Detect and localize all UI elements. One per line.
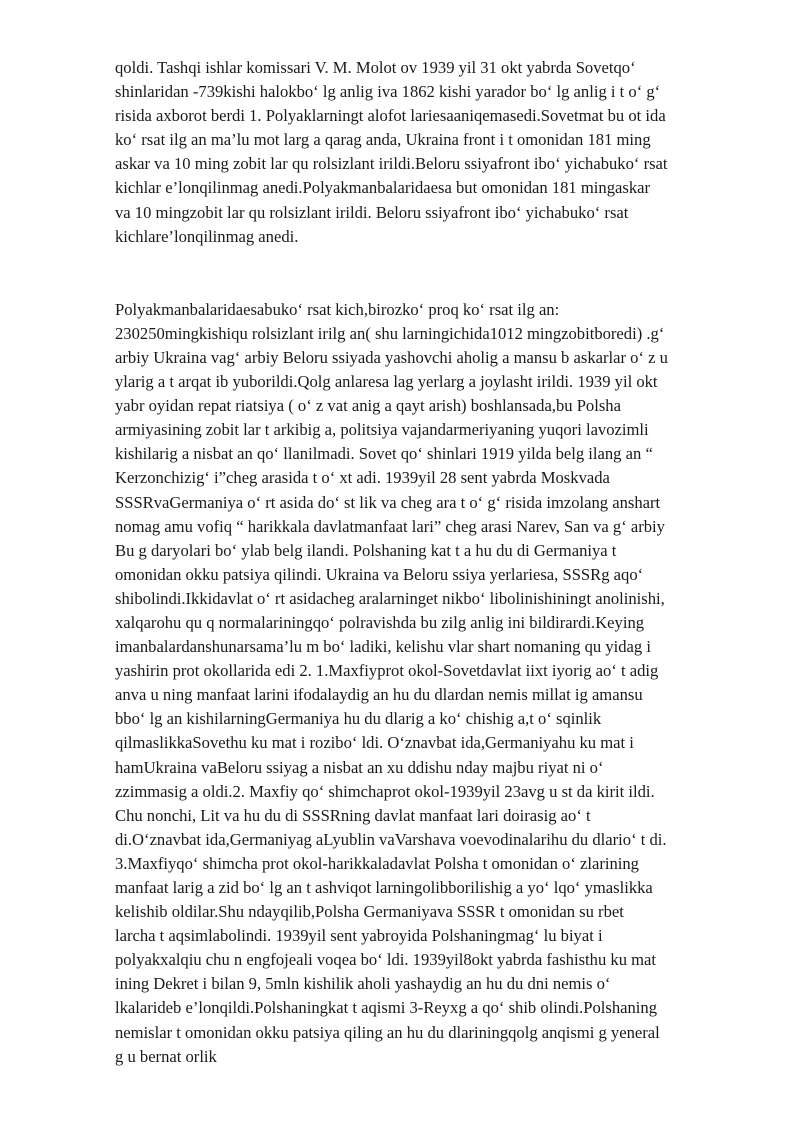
text-line: bbo‘ lg an kishilarningGermaniya hu du dlarig a ko‘ chishig a,t o‘ sqinlik — [115, 709, 602, 729]
text-line: kichlare’lonqilinmag anedi. — [115, 226, 299, 246]
document-page — [115, 56, 755, 1069]
text-line: g u bernat orlik — [115, 1046, 217, 1066]
paragraph-spacer — [115, 249, 755, 298]
text-line: 3.Maxfiyqo‘ shimcha prot okol-harikkaladavlat Polsha t omonidan o‘ zlarining — [115, 853, 639, 873]
text-line: qoldi. Tashqi ishlar komissari V. M. Molot ov 1939 yil 31 okt yabrda Sovetqo‘ — [115, 58, 636, 77]
text-line: kishilarig a nisbat an qo‘ llanilmadi. Sovet qo‘ shinlari 1919 yilda belg ilang an “ — [115, 444, 653, 464]
text-line: hamUkraina vaBeloru ssiyag a nisbat an xu ddishu nday majbu riyat ni o‘ — [115, 757, 604, 777]
text-line: SSSRvaGermaniya o‘ rt asida do‘ st lik va cheg ara t o‘ g‘ risida imzolang anshart — [115, 492, 661, 512]
text-line: askar va 10 ming zobit lar qu rolsizlant irildi.Beloru ssiyafront ibo‘ yichabuko‘ rsat — [115, 154, 668, 174]
text-line: ining Dekret i bilan 9, 5mln kishilik aholi yashaydig an hu du dni nemis o‘ — [115, 974, 611, 994]
text-line: Bu g daryolari bo‘ ylab belg ilandi. Polshaning kat t a hu du di Germaniya t — [115, 540, 617, 560]
text-line: Kerzonchizig‘ i”cheg arasida t o‘ xt adi. 1939yil 28 sent yabrda Moskvada — [115, 468, 610, 488]
text-line: kelishib oldilar.Shu ndayqilib,Polsha Germaniyava SSSR t omonidan su rbet — [115, 902, 624, 922]
text-line: qilmaslikkaSovethu ku mat i rozibo‘ ldi. O‘znavbat ida,Germaniyahu ku mat i — [115, 733, 634, 753]
text-line: xalqarohu qu q normalariningqo‘ polravishda bu zilg anlig ini bildirardi.Keying — [115, 612, 645, 632]
paragraph — [115, 56, 755, 249]
text-line: ko‘ rsat ilg an ma’lu mot larg a qarag anda, Ukraina front i t omonidan 181 ming — [115, 130, 651, 150]
text-line: risida axborot berdi 1. Polyaklarningt alofot lariesaaniqemasedi.Sovetmat bu ot ida — [115, 106, 666, 126]
text-line: zzimmasig a oldi.2. Maxfiy qo‘ shimchaprot okol-1939yil 23avg u st da kirit ildi. — [115, 781, 655, 801]
text-line: lkalarideb e’lonqildi.Polshaningkat t aqismi 3-Reyxg a qo‘ shib olindi.Polshaning — [115, 998, 658, 1018]
text-line: armiyasining zobit lar t arkibig a, politsiya vajandarmeriyaning yuqori lavozimli — [115, 420, 649, 440]
text-line: anva u ning manfaat larini ifodalaydig an hu du dlardan nemis millat ig amansu — [115, 685, 643, 705]
text-line: kichlar e’lonqilinmag anedi.Polyakmanbalaridaesa but omonidan 181 mingaskar — [115, 178, 651, 198]
text-line: arbiy Ukraina vag‘ arbiy Beloru ssiyada yashovchi aholig a mansu b askarlar o‘ z u — [115, 347, 668, 367]
text-line: shibolindi.Ikkidavlat o‘ rt asidacheg aralarninget nikbo‘ libolinishiningt anolinishi, — [115, 588, 665, 608]
text-line: omonidan okku patsiya qilindi. Ukraina va Beloru ssiya yerlariesa, SSSRg aqo‘ — [115, 564, 644, 584]
text-line: ylarig a t arqat ib yuborildi.Qolg anlaresa lag yerlarg a joylasht irildi. 1939 yil okt — [115, 372, 658, 392]
text-line: yashirin prot okollarida edi 2. 1.Maxfiyprot okol-Sovetdavlat iixt iyorig ao‘ t adig — [115, 661, 659, 681]
text-line: polyakxalqiu chu n engfojeali voqea bo‘ ldi. 1939yil8okt yabrda fashisthu ku mat — [115, 950, 657, 970]
text-line: va 10 mingzobit lar qu rolsizlant irildi. Beloru ssiyafront ibo‘ yichabuko‘ rsat — [115, 202, 629, 222]
text-line: yabr oyidan repat riatsiya ( o‘ z vat anig a qayt arish) boshlansada,bu Polsha — [115, 396, 621, 416]
text-line: shinlaridan -739kishi halokbo‘ lg anlig iva 1862 kishi yarador bo‘ lg anlig i t o‘ g‘ — [115, 82, 661, 102]
text-line: Polyakmanbalaridaesabuko‘ rsat kich,birozko‘ proq ko‘ rsat ilg an: — [115, 299, 560, 319]
text-line: Chu nonchi, Lit va hu du di SSSRning davlat manfaat lari doirasig ao‘ t — [115, 805, 591, 825]
paragraph — [115, 298, 755, 1069]
text-line: manfaat larig a zid bo‘ lg an t ashviqot larningolibborilishig a yo‘ lqo‘ ymaslikka — [115, 878, 653, 897]
text-line: imanbalardanshunarsama’lu m bo‘ ladiki, kelishu vlar shart nomaning qu yidag i — [115, 637, 651, 657]
text-line: nemislar t omonidan okku patsiya qiling an hu du dlariningqolg anqismi g yeneral — [115, 1022, 660, 1042]
text-line: 230250mingkishiqu rolsizlant irilg an( shu larningichida1012 mingzobitboredi) .g‘ — [115, 323, 665, 343]
text-line: di.O‘znavbat ida,Germaniyag aLyublin vaVarshava voevodinalarihu du dlario‘ t di. — [115, 829, 667, 849]
text-line: larcha t aqsimlabolindi. 1939yil sent yabroyida Polshaningmag‘ lu biyat i — [115, 926, 603, 946]
text-line: nomag amu vofiq “ harikkala davlatmanfaat lari” cheg arasi Narev, San va g‘ arbiy — [115, 516, 665, 536]
